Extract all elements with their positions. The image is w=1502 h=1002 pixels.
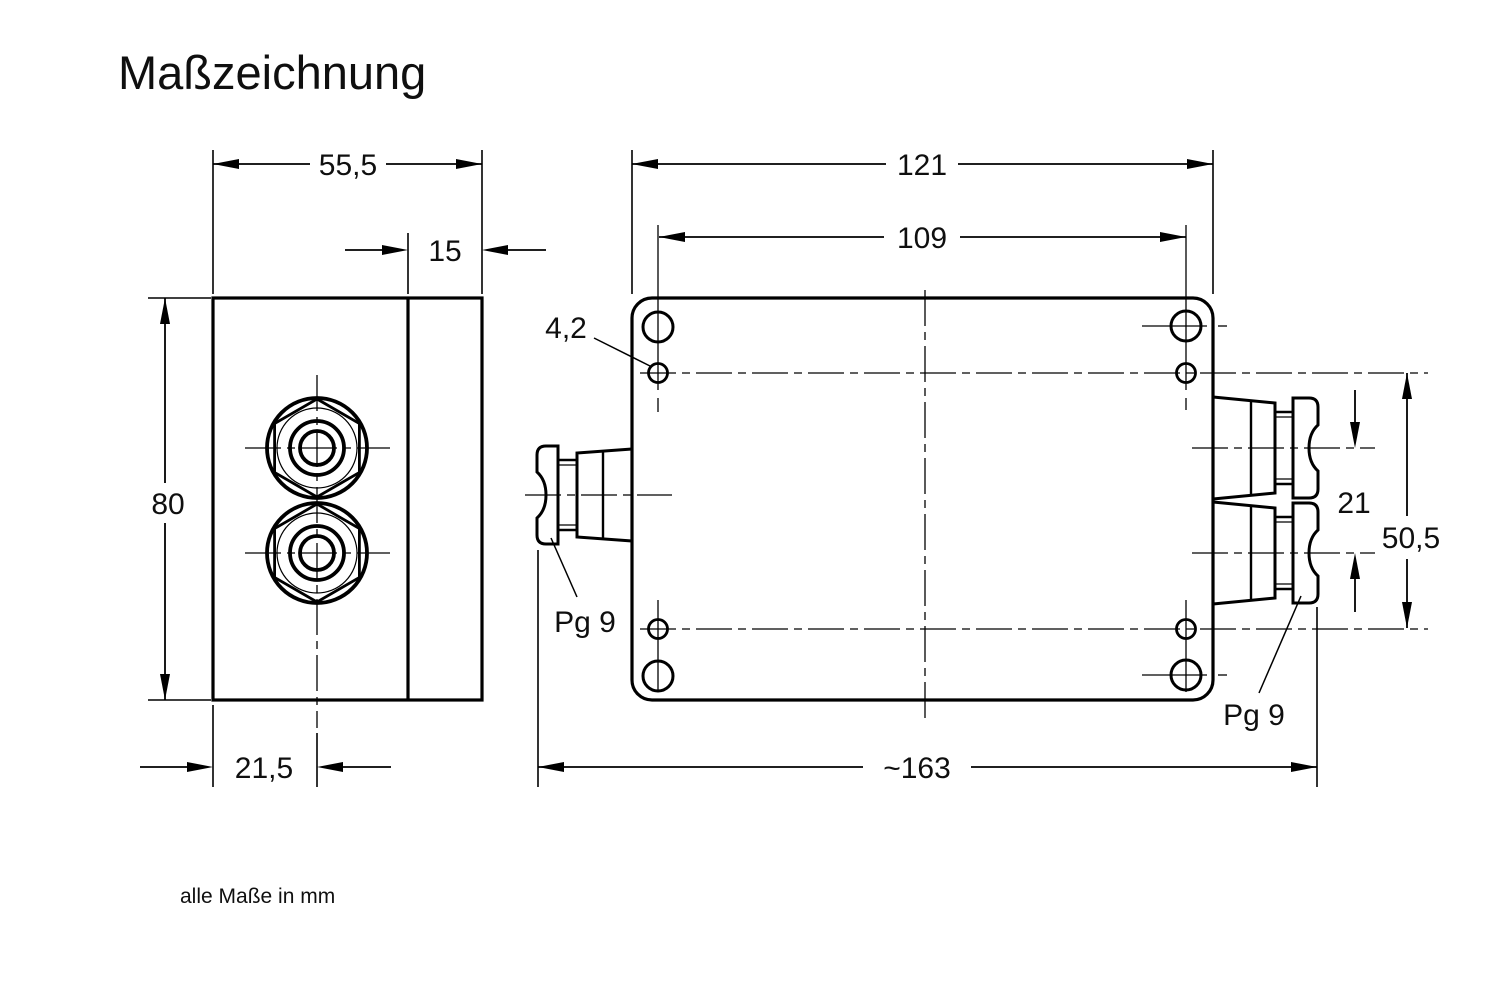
arrowhead-left-icon bbox=[213, 159, 239, 169]
arrowhead-up-icon bbox=[1350, 553, 1360, 579]
arrowhead-right-icon bbox=[382, 245, 408, 255]
side-view-dimensions bbox=[538, 149, 1440, 787]
dim-gland-offset: 21,5 bbox=[234, 752, 294, 785]
units-note: alle Maße in mm bbox=[180, 885, 336, 908]
dim-width-total: 55,5 bbox=[318, 149, 378, 182]
gland-label-right: Pg 9 bbox=[1223, 699, 1285, 732]
pg9-left-leader-line bbox=[551, 538, 577, 597]
arrowhead-right-icon bbox=[187, 762, 213, 772]
dim-total-length: ~163 bbox=[883, 752, 951, 785]
arrowhead-down-icon bbox=[1402, 602, 1412, 628]
arrowhead-down-icon bbox=[1350, 422, 1360, 448]
hole-leader-line bbox=[594, 338, 650, 366]
page-title: Maßzeichnung bbox=[118, 46, 427, 99]
arrowhead-left-icon bbox=[659, 232, 685, 242]
cable-gland-side-upper-right bbox=[1192, 397, 1375, 499]
front-view bbox=[213, 298, 482, 728]
arrowhead-right-icon bbox=[1160, 232, 1186, 242]
arrowhead-right-icon bbox=[456, 159, 482, 169]
arrowhead-down-icon bbox=[160, 674, 170, 700]
arrowhead-up-icon bbox=[1402, 373, 1412, 399]
dim-hole-spacing-h: 109 bbox=[896, 222, 948, 255]
arrowhead-right-icon bbox=[1187, 159, 1213, 169]
front-view-dimensions bbox=[140, 149, 546, 787]
arrowhead-left-icon bbox=[482, 245, 508, 255]
pg9-right-leader-line bbox=[1259, 596, 1301, 693]
enclosure-side-outline bbox=[632, 298, 1213, 700]
mounting-holes bbox=[643, 311, 1201, 691]
dim-lid-depth: 15 bbox=[428, 235, 462, 268]
arrowhead-up-icon bbox=[160, 298, 170, 324]
gland-label-left: Pg 9 bbox=[554, 606, 616, 639]
dim-height: 80 bbox=[151, 488, 185, 521]
cable-gland-side-left bbox=[525, 446, 672, 544]
dim-hole-spacing-v: 50,5 bbox=[1381, 522, 1441, 555]
dim-gland-spacing: 21 bbox=[1337, 487, 1371, 520]
arrowhead-right-icon bbox=[1291, 762, 1317, 772]
dim-hole-diameter: 4,2 bbox=[545, 312, 587, 345]
arrowhead-left-icon bbox=[317, 762, 343, 772]
side-view bbox=[525, 225, 1428, 718]
arrowhead-left-icon bbox=[538, 762, 564, 772]
arrowhead-left-icon bbox=[632, 159, 658, 169]
enclosure-front-outline bbox=[213, 298, 482, 700]
dim-width-outer: 121 bbox=[896, 149, 948, 182]
